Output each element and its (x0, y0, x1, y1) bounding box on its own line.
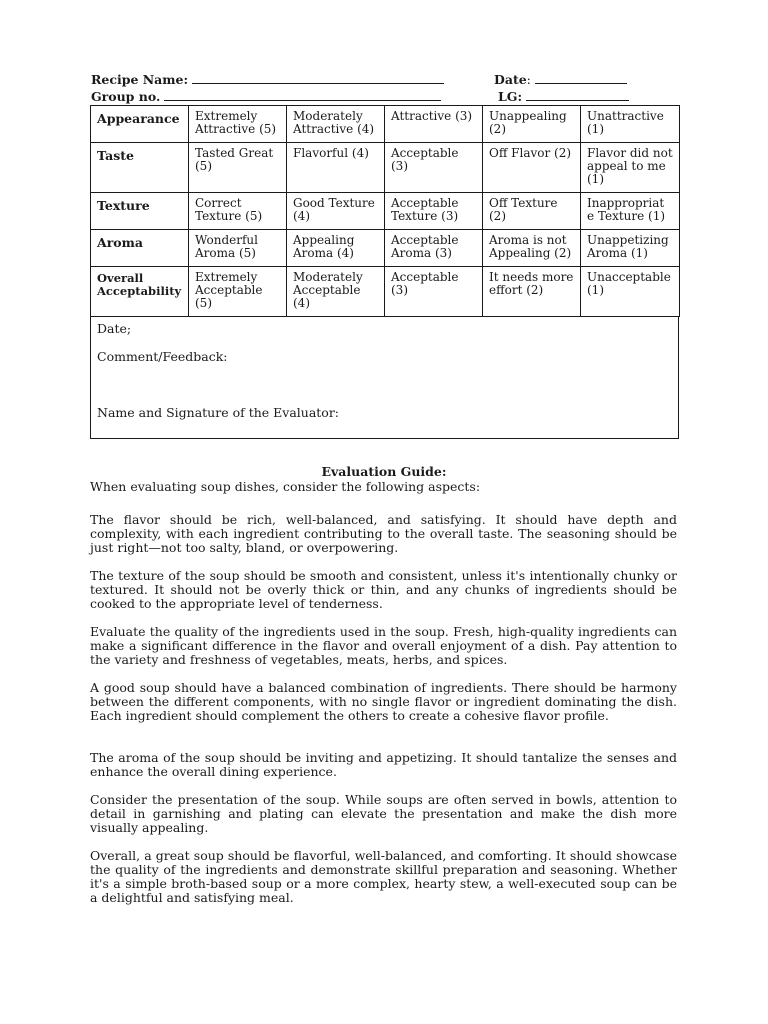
rating-cell[interactable]: Acceptable Texture (3) (385, 193, 483, 230)
rubric-row-texture (91, 193, 680, 230)
guide-paragraph: A good soup should have a balanced combination of ingredients. There should be harmony between the different components, with no single flavor or ingredient dominating the dish. Each ingredient should complement the others to create a cohesive flavor profile. (90, 680, 677, 723)
rating-cell[interactable]: Acceptable (3) (385, 143, 483, 193)
date-colon: : (526, 72, 531, 87)
rating-cell[interactable]: Acceptable (3) (385, 267, 483, 317)
rating-cell[interactable]: Flavorful (4) (287, 143, 385, 193)
guide-title: Evaluation Guide: (321, 464, 447, 479)
rating-cell[interactable]: Extremely Attractive (5) (189, 106, 287, 143)
criterion-cell: Aroma (91, 230, 189, 267)
evaluator-comment-box[interactable] (90, 316, 679, 439)
comment-date-label: Date; (97, 321, 132, 336)
lg-label: LG: (498, 89, 523, 104)
rubric-row-overall-acceptability (91, 267, 680, 317)
evaluator-signature-label: Name and Signature of the Evaluator: (97, 405, 340, 420)
criterion-cell: Overall Acceptability (91, 267, 189, 317)
date-field (494, 72, 627, 87)
criterion-cell: Taste (91, 143, 189, 193)
rating-cell[interactable]: Unappealing (2) (483, 106, 581, 143)
date-blank[interactable] (535, 72, 627, 84)
rating-cell[interactable]: Unappetizing Aroma (1) (581, 230, 680, 267)
rating-cell[interactable]: Good Texture (4) (287, 193, 385, 230)
rating-cell[interactable]: Attractive (3) (385, 106, 483, 143)
criterion-cell: Texture (91, 193, 189, 230)
lg-blank[interactable] (526, 89, 629, 101)
rating-cell[interactable]: Wonderful Aroma (5) (189, 230, 287, 267)
group-label: Group no. (91, 89, 161, 104)
rating-cell[interactable]: Acceptable Aroma (3) (385, 230, 483, 267)
rating-cell[interactable]: Off Flavor (2) (483, 143, 581, 193)
guide-paragraph: Evaluate the quality of the ingredients used in the soup. Fresh, high-quality ingredients can make a significant difference in the flavor and overall enjoyment of a dish. Pay attention to the variety and freshness of vegetables, meats, herbs, and spices. (90, 624, 677, 667)
rating-cell[interactable]: Moderately Attractive (4) (287, 106, 385, 143)
recipe-name-label: Recipe Name: (91, 72, 189, 87)
criterion-cell: Appearance (91, 106, 189, 143)
rating-cell[interactable]: Inappropriat e Texture (1) (581, 193, 680, 230)
rating-cell[interactable]: It needs more effort (2) (483, 267, 581, 317)
rating-cell[interactable]: Tasted Great (5) (189, 143, 287, 193)
guide-paragraph: The aroma of the soup should be inviting and appetizing. It should tantalize the senses and enhance the overall dining experience. (90, 750, 677, 779)
rating-cell[interactable]: Off Texture (2) (483, 193, 581, 230)
date-label: Date (494, 72, 527, 87)
guide-paragraph: The flavor should be rich, well-balanced, and satisfying. It should have depth and complexity, with each ingredient contributing to the overall taste. The seasoning should be just right—not too salty, bland, or overpowering. (90, 512, 677, 555)
guide-paragraph: Overall, a great soup should be flavorful, well-balanced, and comforting. It should showcase the quality of the ingredients and demonstrate skillful preparation and seasoning. Whether it's a simple broth-based soup or a more complex, hearty stew, a well-executed soup can be a delightful and satisfying meal. (90, 848, 677, 905)
group-field (91, 89, 441, 104)
rating-cell[interactable]: Unacceptable (1) (581, 267, 680, 317)
guide-intro: When evaluating soup dishes, consider the following aspects: (90, 479, 481, 494)
guide-paragraph: The texture of the soup should be smooth and consistent, unless it's intentionally chunky or textured. It should not be overly thick or thin, and any chunks of ingredients should be cooked to the appropriate level of tenderness. (90, 568, 677, 611)
rubric-row-aroma (91, 230, 680, 267)
rating-cell[interactable]: Unattractive (1) (581, 106, 680, 143)
comment-feedback-label: Comment/Feedback: (97, 349, 228, 364)
rating-cell[interactable]: Moderately Acceptable (4) (287, 267, 385, 317)
rating-cell[interactable]: Flavor did not appeal to me (1) (581, 143, 680, 193)
guide-paragraph: Consider the presentation of the soup. While soups are often served in bowls, attention to detail in garnishing and plating can elevate the presentation and make the dish more visually appealing. (90, 792, 677, 835)
evaluation-rubric-table (90, 105, 680, 317)
recipe-name-field (91, 72, 444, 87)
rating-cell[interactable]: Appealing Aroma (4) (287, 230, 385, 267)
rubric-row-taste (91, 143, 680, 193)
lg-field (498, 89, 629, 104)
rating-cell[interactable]: Extremely Acceptable (5) (189, 267, 287, 317)
rating-cell[interactable]: Aroma is not Appealing (2) (483, 230, 581, 267)
group-blank[interactable] (164, 89, 441, 101)
rubric-row-appearance (91, 106, 680, 143)
rating-cell[interactable]: Correct Texture (5) (189, 193, 287, 230)
recipe-name-blank[interactable] (192, 72, 444, 84)
